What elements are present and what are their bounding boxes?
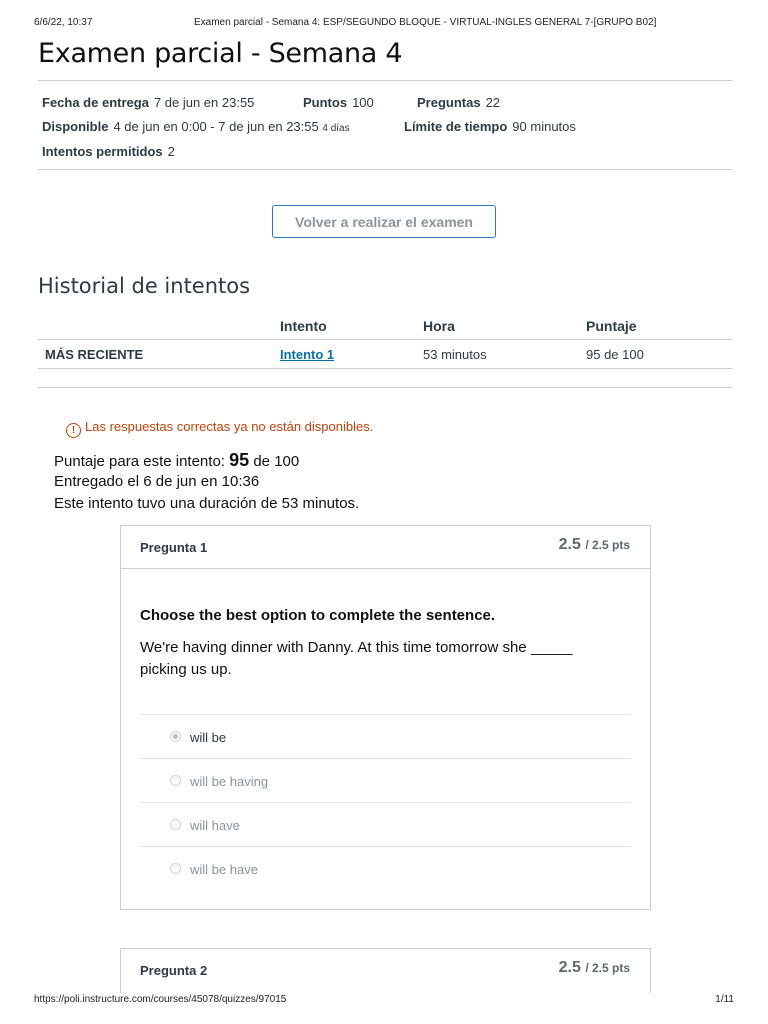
allowed-attempts <box>42 144 175 159</box>
question-count-value: 22 <box>485 95 501 110</box>
question-header <box>121 526 650 569</box>
header-time: Hora <box>423 318 455 334</box>
allowed-attempts-value: 2 <box>167 144 175 159</box>
question-score: 2.5 <box>558 536 581 553</box>
attempt-1-link[interactable]: Intento 1 <box>280 347 335 362</box>
score-value: 95 <box>229 450 250 470</box>
radio-icon <box>170 775 181 786</box>
answer-option <box>140 846 631 890</box>
submitted-date: Entregado el 6 de jun en 10:36 <box>54 473 260 490</box>
table-header-divider <box>38 339 732 340</box>
attempt-history-title: Historial de intentos <box>38 274 251 298</box>
question-points <box>559 536 630 554</box>
question-card-1 <box>120 525 651 910</box>
radio-selected-icon <box>170 731 181 742</box>
question-score: 2.5 <box>558 959 581 976</box>
page-title: Examen parcial - Semana 4 <box>38 38 403 69</box>
attempt-score-summary <box>54 450 299 471</box>
question-text: We're having dinner with Danny. At this time tomorrow she _____ picking us up. <box>140 639 573 678</box>
score-suffix: de 100 <box>253 453 300 470</box>
points-label: Puntos <box>303 95 348 110</box>
answer-option <box>140 758 631 802</box>
attempt-cell <box>280 347 334 362</box>
print-footer <box>34 994 734 1008</box>
question-points <box>559 959 630 977</box>
answer-label: will be have <box>190 862 258 877</box>
question-max-points: / 2.5 pts <box>585 538 630 552</box>
radio-icon <box>170 863 181 874</box>
attempt-time: 53 minutos <box>423 347 487 362</box>
score-prefix: Puntaje para este intento: <box>54 453 225 470</box>
due-date <box>42 95 254 110</box>
print-document-title: Examen parcial - Semana 4: ESP/SEGUNDO BLOQUE - VIRTUAL-INGLES GENERAL 7-[GRUPO B02] <box>194 17 657 28</box>
divider <box>38 387 732 388</box>
print-url: https://poli.instructure.com/courses/45078/quizzes/97015 <box>34 994 287 1005</box>
print-page-number: 1/11 <box>715 994 734 1005</box>
table-row-divider <box>38 368 732 369</box>
question-max-points: / 2.5 pts <box>585 961 630 975</box>
time-limit-value: 90 minutos <box>512 119 576 134</box>
points-value: 100 <box>352 95 374 110</box>
retake-quiz-button[interactable]: Volver a realizar el examen <box>272 205 496 238</box>
answer-option <box>140 714 631 758</box>
availability-label: Disponible <box>42 119 109 134</box>
answer-label: will be <box>190 730 227 745</box>
question-header <box>121 949 650 991</box>
question-count-label: Preguntas <box>417 95 481 110</box>
radio-icon <box>170 819 181 830</box>
answers-unavailable-notice <box>66 419 373 438</box>
print-date: 6/6/22, 10:37 <box>34 17 93 28</box>
warning-icon: ! <box>66 423 81 438</box>
time-limit-label: Límite de tiempo <box>404 119 508 134</box>
answer-label: will be having <box>190 774 269 789</box>
header-score: Puntaje <box>586 318 637 334</box>
attempt-duration: Este intento tuvo una duración de 53 minutos. <box>54 495 360 512</box>
answer-list <box>140 714 631 890</box>
question-name: Pregunta 2 <box>140 963 208 978</box>
question-instruction: Choose the best option to complete the sentence. <box>140 607 496 624</box>
availability-days: 4 días <box>322 123 350 134</box>
time-limit <box>404 119 576 134</box>
availability <box>42 119 350 134</box>
notice-text: Las respuestas correctas ya no están disponibles. <box>85 419 374 434</box>
question-card-2 <box>120 948 651 993</box>
header-attempt: Intento <box>280 318 327 334</box>
question-name: Pregunta 1 <box>140 540 208 555</box>
due-date-value: 7 de jun en 23:55 <box>153 95 255 110</box>
availability-value: 4 de jun en 0:00 - 7 de jun en 23:55 <box>113 119 319 134</box>
points <box>303 95 374 110</box>
print-header <box>34 17 734 31</box>
due-date-label: Fecha de entrega <box>42 95 149 110</box>
most-recent-label: MÁS RECIENTE <box>45 347 144 362</box>
divider <box>38 80 732 81</box>
answer-option <box>140 802 631 846</box>
question-count <box>417 95 500 110</box>
divider <box>38 169 732 170</box>
attempt-score: 95 de 100 <box>586 347 644 362</box>
answer-label: will have <box>190 818 240 833</box>
allowed-attempts-label: Intentos permitidos <box>42 144 163 159</box>
